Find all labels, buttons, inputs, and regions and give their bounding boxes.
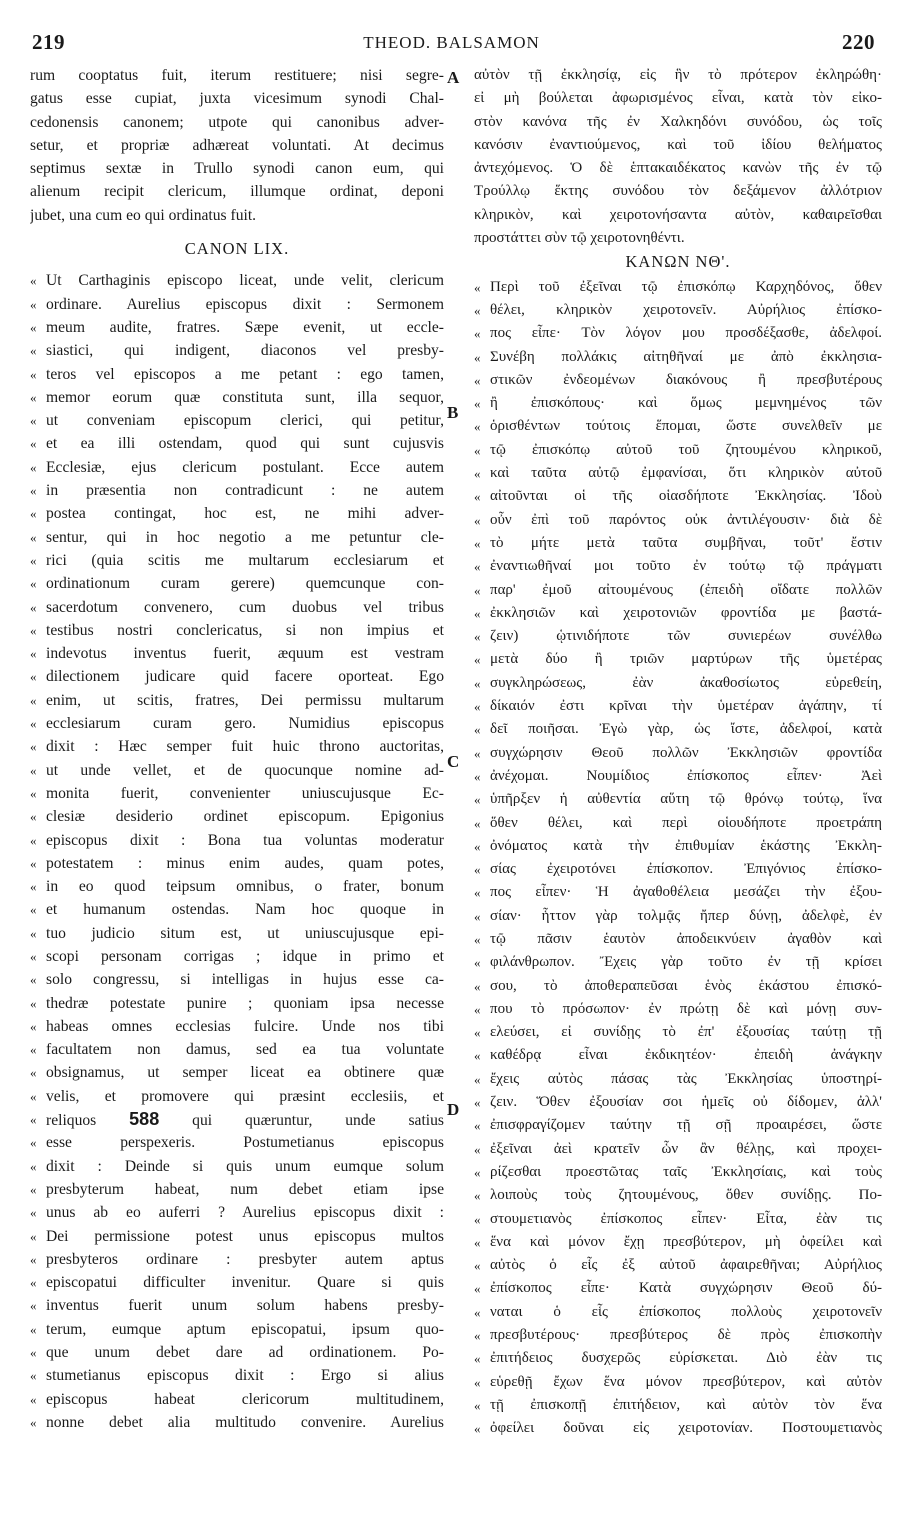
text-line: « στικῶν ἐνδεομένων διακόνους ἢ πρεσβυτέρους xyxy=(474,369,882,392)
text-line: « ἕνα καὶ μόνον ἔχῃ πρεσβύτερον, μὴ ὀφείλει καὶ xyxy=(474,1231,882,1254)
text-line: septimus sextæ in Trullo synodi canon eum, qui xyxy=(30,160,444,178)
text-line: « σου, τὸ ἀποθεραπεῦσαι ἑνὸς ἑκάστου ἐπισκό- xyxy=(474,975,882,998)
text-line: « φιλάνθρωπον. Ἔχεις γὰρ τοῦτο ἐν τῇ κρίσει xyxy=(474,951,882,974)
text-line: « sacerdotum convenero, cum duobus vel tribus xyxy=(30,596,444,619)
margin-letter-d: D xyxy=(447,1100,460,1119)
text-line: « ὁρισθέντων τούτοις ἕπομαι, ὥστε συνελθεῖν με xyxy=(474,415,882,438)
text-line: « τῇ ἐπισκοπῇ ἐπιτήδειον, καὶ αὐτὸν τὸν ἕνα xyxy=(474,1394,882,1417)
text-line: « ἀνέχομαι. Νουμίδιος ἐπίσκοπος εἶπεν· Ἀεὶ xyxy=(474,765,882,788)
text-line: « συγκληρώσεως, ἐὰν ἀκαθοσίωτος εὑρεθείη, xyxy=(474,672,882,695)
text-line: αὐτὸν τῇ ἐκκλησίᾳ, εἰς ἣν τὸ πρότερον ἐκληρώθη· xyxy=(474,67,882,83)
text-line: « episcopatui difficulter invenitur. Quare si quis xyxy=(30,1271,444,1294)
text-line: « solo congressu, si intelligas in hujus esse ca- xyxy=(30,968,444,991)
text-line: « ecclesiarum curam gero. Numidius episcopus xyxy=(30,712,444,735)
text-line: « που τὸ πρόσωπον· ἐν πρώτῃ δὲ καὶ μόνῃ συν- xyxy=(474,998,882,1021)
text-line: « ἐναντιωθῆναί μοι τοῦτο ἐν τούτῳ τῷ πράγματι xyxy=(474,555,882,578)
text-line: « dilectionem judicare quid facere oporteat. Ego xyxy=(30,665,444,688)
text-line: « τῷ ἐπισκόπῳ αὐτοῦ τοῦ ζητουμένου κληρικοῦ, xyxy=(474,439,882,462)
text-line: « παρ' ἐμοῦ αἰτουμένους (ἐπειδὴ οἴδατε πολλῶν xyxy=(474,579,882,602)
text-line: « μετὰ δύο ἢ τριῶν μαρτύρων τῆς ὑμετέρας xyxy=(474,648,882,671)
text-line: « ἐπίσκοπος εἶπε· Κατὰ συγχώρησιν Θεοῦ δύ- xyxy=(474,1277,882,1300)
text-line: « Dei permissione potest unus episcopus multos xyxy=(30,1225,444,1248)
reference-number: 588 xyxy=(129,1109,160,1130)
latin-line-with-reference xyxy=(30,1108,444,1131)
text-line: « ut unde vellet, et de quocunque nomine ad- xyxy=(30,759,444,782)
greek-intro xyxy=(474,64,882,250)
margin-letter-c: C xyxy=(447,752,460,771)
text-line: « ζειν. Ὅθεν ἐξουσίαν σοι ἡμεῖς οὐ δίδομεν, ἀλλ' xyxy=(474,1091,882,1114)
text-line: « δεῖ ποιῆσαι. Ἐγὼ γὰρ, ὡς ἴστε, ἀδελφοί, κατὰ xyxy=(474,718,882,741)
text-line: « obsignamus, ut semper liceat ea obtinere quæ xyxy=(30,1061,444,1084)
text-line: « τῷ πᾶσιν ἑαυτὸν ἀποδεικνύειν ἀγαθὸν καὶ xyxy=(474,928,882,951)
text-line: « ordinationum curam gerere) quemcunque con- xyxy=(30,572,444,595)
text-line: « thedræ potestate punire ; quoniam ipsa necesse xyxy=(30,992,444,1015)
text-line: « Συνέβη πολλάκις αἰτηθῆναί με ἀπὸ ἐκκλησια- xyxy=(474,346,882,369)
text-line: « rici (quia scitis me multarum ecclesiarum et xyxy=(30,549,444,572)
text-line: εἰ μὴ βούλεται ἀφωρισμένος εἶναι, κατὰ τὸν εἰκο- xyxy=(474,90,882,107)
text-line: « ναται ὁ εἷς ἐπίσκοπος πολλοὺς χειροτονεῖν xyxy=(474,1301,882,1324)
text-line: « Ecclesiæ, ejus clericum postulant. Ecce autem xyxy=(30,456,444,479)
text-line: « presbyterum habeat, num debet etiam ipse xyxy=(30,1178,444,1201)
text-line: « clesiæ desiderio ordinet episcopum. Epigonius xyxy=(30,805,444,828)
text-line: « que unum debet dare ad ordinationem. Po- xyxy=(30,1341,444,1364)
text-line: « καὶ ταῦτα αὐτῷ ἐμφανίσαι, ὅτι κληρικὸν αὐτοῦ xyxy=(474,462,882,485)
text-line: « in præsentia non contradicunt : ne autem xyxy=(30,479,444,502)
text-line: « εὑρεθῇ ἔχων ἕνα μόνον πρεσβύτερον, καὶ αὐτὸν xyxy=(474,1371,882,1394)
text-line: « αὐτὸς ὁ εἷς ἐξ αὐτοῦ ἀφαιρεθῆναι; Αὐρήλιος xyxy=(474,1254,882,1277)
text-line: « ὀφείλει δοῦναι εἰς χειροτονίαν. Ποστουμετιανὸς xyxy=(474,1417,882,1440)
text-line: « tuo judicio situm est, ut uniuscujusque epi- xyxy=(30,922,444,945)
text-line: « testibus nostri conclericatus, si non impius et xyxy=(30,619,444,642)
text-line: « unus ab eo auferri ? Aurelius episcopus dixit : xyxy=(30,1201,444,1224)
text-line: « ut conveniam episcopum clerici, qui petitur, xyxy=(30,409,444,432)
text-line: « nonne debet alia multitudo convenire. Aurelius xyxy=(30,1411,444,1434)
text-line: « et ea illi ostendam, quod qui sunt cujusvis xyxy=(30,432,444,455)
text-line: ἀντεχόμενος. Ὁ δὲ ἑπτακαιδέκατος κανὼν τῆς ἐν τῷ xyxy=(474,160,882,177)
latin-column xyxy=(30,64,444,1434)
text-line: « esse perspexeris. Postumetianus episcopus xyxy=(30,1131,444,1154)
text-line: « σίας ἐχειροτόνει ἐπίσκοπον. Ἐπιγόνιος ἐπίσκο- xyxy=(474,858,882,881)
text-line: « καθέδρᾳ εἶναι ἐκδικητέον· ἐπειδὴ ἀνάγκην xyxy=(474,1044,882,1067)
text-line: « dixit : Deinde si quis unum eumque solum xyxy=(30,1155,444,1178)
text-line: « σίαν· ἧττον γὰρ τολμᾷς ἤπερ δύνῃ, ἀδελφὲ, ἐν xyxy=(474,905,882,928)
text-line: « τὸ μήτε μετὰ ταῦτα συμβῆναι, τοῦτ' ἔστιν xyxy=(474,532,882,555)
text-line: « ἐξεῖναι ἀεὶ κρατεῖν ὧν ἂν θέλῃς, καὶ προχει- xyxy=(474,1138,882,1161)
text-line: « indevotus inventus fuerit, æquum est vestram xyxy=(30,642,444,665)
text-line: κανόσιν ἐναντιούμενος, καὶ τοῦ ἰδίου θελήματος xyxy=(474,136,882,153)
latin-line-text-before: reliquos xyxy=(46,1112,97,1130)
text-line: « potestatem : minus enim audes, quam potes, xyxy=(30,852,444,875)
text-line: « ἐκκλησιῶν καὶ χειροτονιῶν φροντίδα με βαστά- xyxy=(474,602,882,625)
text-line: « θέλει, κληρικὸν χειροτονεῖν. Αὐρήλιος ἐπίσκο- xyxy=(474,299,882,322)
latin-canon-text-b xyxy=(30,1131,444,1434)
text-line: « ζειν) ᾡτινιδήποτε τῶν συνιερέων συνέλθω xyxy=(474,625,882,648)
latin-canon-title: CANON LIX. xyxy=(184,239,290,259)
text-line: « habeas omnes ecclesias fulcire. Unde nos tibi xyxy=(30,1015,444,1038)
running-header xyxy=(28,30,875,58)
text-line: « αἰτοῦνται οἱ τῆς οἱασδήποτε Ἐκκλησίας. Ἰδοὺ xyxy=(474,485,882,508)
text-line: κληρικὸν, καὶ χειροτονήσαντα αὐτὸν, καθαιρεῖσθαι xyxy=(474,206,882,223)
text-line: « siastici, qui indigent, diaconos vel presby- xyxy=(30,339,444,362)
text-line: « Περὶ τοῦ ἐξεῖναι τῷ ἐπισκόπῳ Καρχηδόνος, ὅθεν xyxy=(474,276,882,299)
text-line: προστάττει σὺν τῷ χειροτονηθέντι. xyxy=(474,230,685,247)
text-line: « monita fuerit, convenienter uniuscujusque Ec- xyxy=(30,782,444,805)
left-page-number: 219 xyxy=(32,30,65,54)
text-line: « δίκαιόν ἐστι κρῖναι τὴν ὑμετέραν ἀγάπην, τί xyxy=(474,695,882,718)
text-line: rum cooptatus fuit, iterum restituere; nisi segre- xyxy=(30,67,444,84)
greek-canon-title: ΚΑΝΩΝ ΝΘ'. xyxy=(625,252,731,272)
text-line: « sentur, qui in hoc negotio a me petuntur cle- xyxy=(30,526,444,549)
text-line: « inventus fuerit unum solum habens presby- xyxy=(30,1294,444,1317)
text-line: « stumetianus episcopus dixit : Ergo si alius xyxy=(30,1364,444,1387)
text-line: « enim, ut scitis, fratres, Dei permissu multarum xyxy=(30,689,444,712)
text-line: « teros vel episcopos a me petant : ego tamen, xyxy=(30,363,444,386)
text-line: « ρίζεσθαι προεστῶτας ταῖς Ἐκκλησίαις, καὶ τοὺς xyxy=(474,1161,882,1184)
margin-letter-a: A xyxy=(447,68,460,87)
text-line: « ἐπιτήδειος δυσχερῶς εὑρίσκεται. Διὸ ἐὰν τις xyxy=(474,1347,882,1370)
latin-line-text-after: qui quæruntur, unde satius xyxy=(192,1112,444,1130)
text-line: « πος εἶπε· Τὸν λόγον μου προσδέξασθε, ἀδελφοί. xyxy=(474,322,882,345)
text-line: « ἢ ἐπισκόπους· καὶ ὅμως μεμνημένος τῶν xyxy=(474,392,882,415)
text-line: στὸν κανόνα τῆς ἐν Χαλκηδόνι συνόδου, ὡς τοῖς xyxy=(474,113,882,130)
margin-letter-b: B xyxy=(447,403,459,422)
text-line: « ἔχεις αὐτὸς πάσας τὰς Ἐκκλησίας ὑποστηρί- xyxy=(474,1068,882,1091)
text-line: « scopi personam corrigas ; idque in primo et xyxy=(30,945,444,968)
text-line: « ὅθεν θέλει, καὶ περὶ οἱουδήποτε προετράπη xyxy=(474,812,882,835)
text-line: jubet, una cum eo qui ordinatus fuit. xyxy=(30,206,257,224)
text-line: « ἐπισφραγίζομεν ταύτην τῇ σῇ προαιρέσει, ὥστε xyxy=(474,1114,882,1137)
text-line: « συγχώρησιν Θεοῦ πολλῶν Ἐκκλησιῶν φροντίδα xyxy=(474,742,882,765)
text-line: setur, et propriæ adhæreat voluntati. At decimus xyxy=(30,136,444,154)
text-line: « postea contingat, hoc est, ne mihi adver- xyxy=(30,502,444,525)
text-line: « λοιποὺς τοὺς ζητουμένους, ὅθεν συνίδῃς. Πο- xyxy=(474,1184,882,1207)
text-line: « memor eorum quæ constituta sunt, illa sequor, xyxy=(30,386,444,409)
text-line: « velis, et promovere qui præsint ecclesiis, et xyxy=(30,1085,444,1108)
right-page-number: 220 xyxy=(842,30,875,54)
text-line: « dixit : Hæc semper fuit huic throno auctoritas, xyxy=(30,735,444,758)
text-line: « ὀνόματος κατὰ τὴν ἐπιθυμίαν ἑκάστης Ἐκκλη- xyxy=(474,835,882,858)
text-line: « presbyteros ordinare : presbyter autem aptus xyxy=(30,1248,444,1271)
text-line: « ελεύσει, εἰ συνίδῃς τὸ ἐπ' ἐξουσίας ταύτῃ τῇ xyxy=(474,1021,882,1044)
latin-canon-text-a xyxy=(30,269,444,1108)
text-line: cedonensis canonem; utpote qui canonibus adver- xyxy=(30,113,444,131)
text-line: « πρεσβυτέρους· πρεσβύτερος δὲ πρὸς ἐπισκοπὴν xyxy=(474,1324,882,1347)
text-line: Τρούλλῳ ἕκτης συνόδου τὸν δεξάμενον ἀλλότριον xyxy=(474,183,882,200)
text-line: « episcopus habeat clericorum multitudinem, xyxy=(30,1388,444,1411)
text-line: « στουμετιανὸς ἐπίσκοπος εἶπεν· Εἶτα, ἐὰν τις xyxy=(474,1208,882,1231)
text-line: « ordinare. Aurelius episcopus dixit : Sermonem xyxy=(30,293,444,316)
text-line: « in eo quod teipsum omnibus, o frater, bonum xyxy=(30,875,444,898)
text-line: alienum recipit clericum, illumque ordinat, deponi xyxy=(30,183,444,201)
text-line: « οὖν ἐπὶ τοῦ παρόντος οὐκ ἀντιλέγουσιν· διὰ δὲ xyxy=(474,509,882,532)
latin-intro xyxy=(30,64,444,227)
text-line: « πος εἶπεν· Ἡ ἀγαθοθέλεια μεσάζει τὴν ἐξου- xyxy=(474,881,882,904)
text-line: gatus esse cupiat, juxta vicesimum synodi Chal- xyxy=(30,90,444,108)
greek-column xyxy=(474,64,882,1441)
text-line: « episcopus dixit : Bona tua voluntas moderatur xyxy=(30,829,444,852)
text-line: « Ut Carthaginis episcopo liceat, unde velit, clericum xyxy=(30,269,444,292)
greek-canon-text xyxy=(474,276,882,1441)
text-line: « terum, eumque aptum episcopatui, ipsum quo- xyxy=(30,1318,444,1341)
text-line: « meum audite, fratres. Sæpe evenit, ut eccle- xyxy=(30,316,444,339)
text-line: « et humanum ostendas. Nam hoc quoque in xyxy=(30,898,444,921)
text-line: « facultatem non damus, sed ea tua voluntate xyxy=(30,1038,444,1061)
running-title: THEOD. BALSAMON xyxy=(363,33,540,52)
text-line: « ὑπῆρξεν ἡ αὐθεντία αὕτη τῷ θρόνῳ τούτῳ, ἵνα xyxy=(474,788,882,811)
